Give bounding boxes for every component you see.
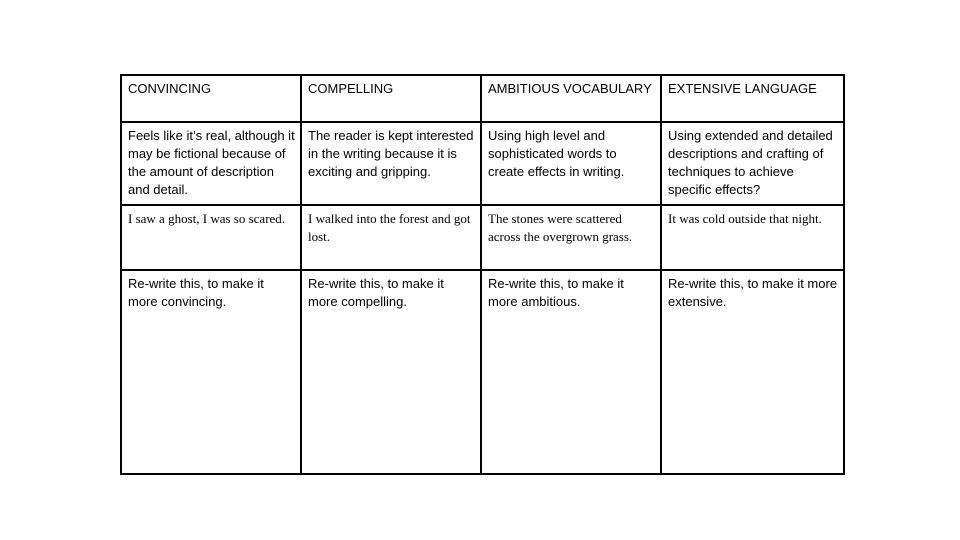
task-row: [121, 270, 844, 474]
header-ambitious-vocabulary: AMBITIOUS VOCABULARY: [481, 75, 661, 122]
task-extensive-language: Re-write this, to make it more extensive.: [661, 270, 844, 474]
header-convincing: CONVINCING: [121, 75, 301, 122]
description-extensive-language: Using extended and detailed descriptions and crafting of techniques to achieve specific effects?: [661, 122, 844, 205]
example-extensive-language: It was cold outside that night.: [661, 205, 844, 270]
task-ambitious-vocabulary: Re-write this, to make it more ambitious.: [481, 270, 661, 474]
example-row: [121, 205, 844, 270]
example-ambitious-vocabulary: The stones were scattered across the overgrown grass.: [481, 205, 661, 270]
example-compelling: I walked into the forest and got lost.: [301, 205, 481, 270]
header-extensive-language: EXTENSIVE LANGUAGE: [661, 75, 844, 122]
header-compelling: COMPELLING: [301, 75, 481, 122]
description-ambitious-vocabulary: Using high level and sophisticated words to create effects in writing.: [481, 122, 661, 205]
task-convincing: Re-write this, to make it more convincing.: [121, 270, 301, 474]
description-convincing: Feels like it’s real, although it may be fictional because of the amount of description and detail.: [121, 122, 301, 205]
task-compelling: Re-write this, to make it more compelling.: [301, 270, 481, 474]
example-convincing: I saw a ghost, I was so scared.: [121, 205, 301, 270]
description-compelling: The reader is kept interested in the writing because it is exciting and gripping.: [301, 122, 481, 205]
writing-skills-table: [120, 74, 845, 475]
header-row: [121, 75, 844, 122]
description-row: [121, 122, 844, 205]
